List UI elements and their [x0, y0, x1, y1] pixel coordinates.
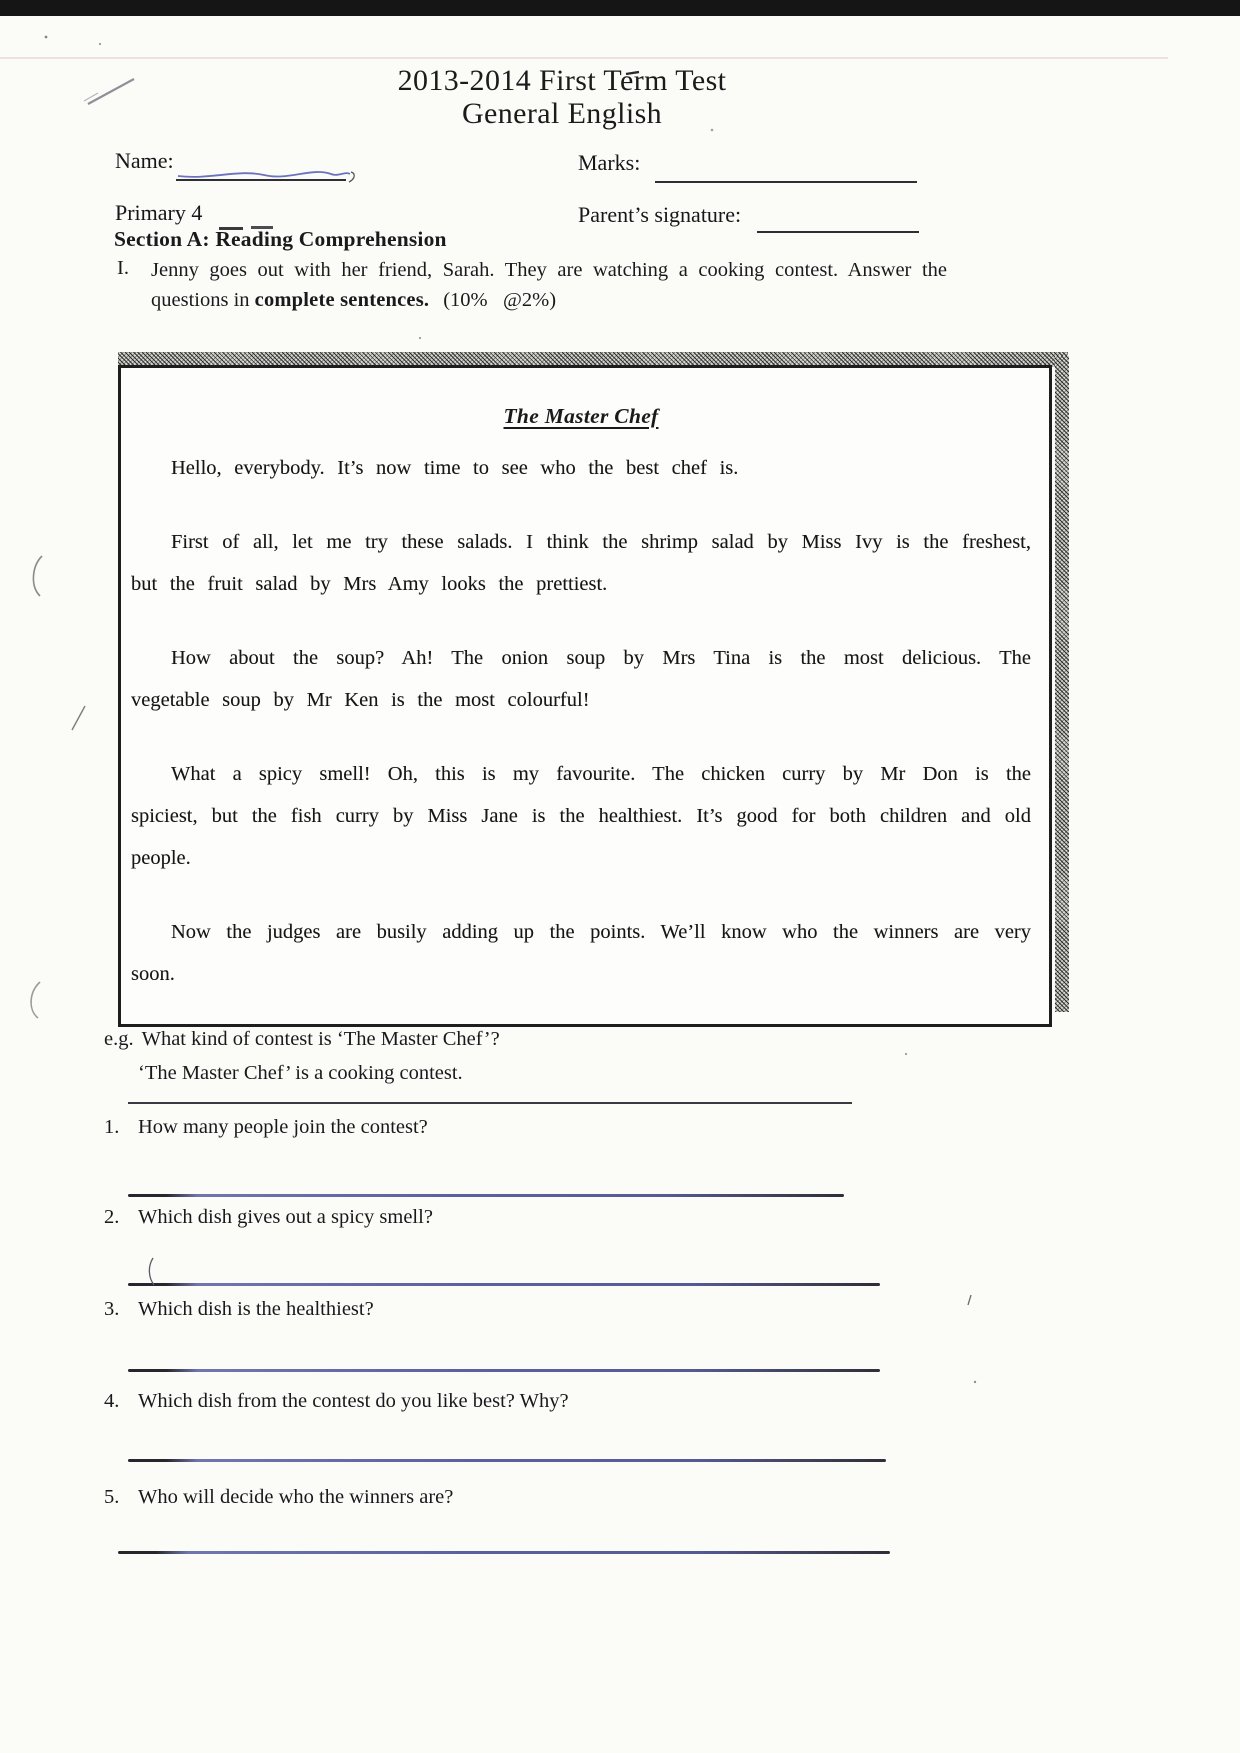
class-label: Primary 4: [115, 200, 203, 225]
speck: [974, 1381, 976, 1383]
question-text: Who will decide who the winners are?: [138, 1486, 454, 1508]
curve-mark: [31, 982, 40, 1018]
passage-container: [118, 352, 1084, 1032]
question-text: Which dish from the contest do you like best? Why?: [138, 1390, 569, 1412]
passage-paragraph: Hello, everybody. It’s now time to see who the best chef is.: [171, 457, 739, 479]
marks-label: Marks:: [578, 150, 641, 175]
instruction-bold: complete sentences.: [254, 289, 430, 311]
comma-mark: [349, 172, 354, 182]
speck: [99, 43, 101, 45]
scan-fold-line: [0, 57, 1168, 59]
question-text: Which dish is the healthiest?: [138, 1298, 374, 1320]
pen-scribble: [178, 172, 350, 177]
tick-mark: [149, 1258, 154, 1285]
page-title: 2013-2014 First Term Test: [397, 64, 727, 97]
passage-box: [118, 365, 1052, 1027]
question-text: Which dish gives out a spicy smell?: [138, 1206, 433, 1228]
instruction-plain: Jenny goes out with her friend, Sarah. They are watching a cooking contest. Answer the questions in: [151, 259, 947, 311]
instruction-marks: (10% @2%): [443, 289, 557, 311]
answer-line-1: [128, 1194, 844, 1197]
speck: [905, 1053, 907, 1055]
passage-paragraph: First of all, let me try these salads. I think the shrimp salad by Miss Ivy is the freshest, but the fruit salad by Mrs Amy looks the prettiest.: [131, 531, 1031, 595]
question-number: 2.: [104, 1206, 120, 1228]
passage-paragraph: How about the soup? Ah! The onion soup by Mrs Tina is the most delicious. The vegetable soup by Mr Ken is the most colourful!: [131, 647, 1031, 711]
curve-mark: [33, 556, 42, 596]
instruction-text: [151, 255, 947, 315]
example-question: [104, 1028, 500, 1051]
passage-paragraph: What a spicy smell! Oh, this is my favourite. The chicken curry by Mr Don is the spiciest, but the fish curry by Miss Jane is the healthiest. It’s good for both children and old people.: [131, 763, 1031, 869]
question-item: [104, 1486, 453, 1509]
example-answer-line: [128, 1062, 852, 1104]
passage-title: The Master Chef: [503, 404, 659, 428]
parent-signature-blank-line: [757, 231, 919, 233]
parent-signature-label: Parent’s signature:: [578, 202, 742, 227]
question-number: 4.: [104, 1390, 120, 1412]
title-block: [0, 64, 1124, 130]
page-subtitle: General English: [461, 97, 663, 130]
question-number: 5.: [104, 1486, 120, 1508]
passage-paragraph: Now the judges are busily adding up the points. We’ll know who the winners are very soon.: [131, 921, 1031, 985]
box-shadow-right: [1055, 356, 1069, 1012]
question-item: [104, 1206, 433, 1229]
question-number: 3.: [104, 1298, 120, 1320]
speck: [968, 1295, 971, 1305]
question-item: [104, 1116, 428, 1139]
name-label: Name:: [115, 148, 174, 173]
example-label: e.g.: [104, 1028, 134, 1050]
scan-top-band: [0, 0, 1240, 16]
answer-line-4: [128, 1459, 886, 1462]
slash-mark: [72, 706, 85, 730]
instruction-numeral: I.: [117, 257, 129, 279]
speck: [45, 36, 48, 39]
question-item: [104, 1298, 374, 1321]
question-item: [104, 1390, 569, 1413]
example-question-text: What kind of contest is ‘The Master Chef’?: [141, 1028, 500, 1050]
name-blank-line: [176, 179, 346, 181]
section-heading: Section A: Reading Comprehension: [114, 227, 447, 251]
question-text: How many people join the contest?: [138, 1116, 428, 1138]
question-number: 1.: [104, 1116, 120, 1138]
speck: [419, 337, 421, 339]
marks-blank-line: [655, 181, 917, 183]
answer-line-5: [118, 1551, 890, 1554]
answer-line-3: [128, 1369, 880, 1372]
answer-line-2: [128, 1283, 880, 1286]
example-answer-text: ‘The Master Chef’ is a cooking contest.: [138, 1062, 463, 1084]
